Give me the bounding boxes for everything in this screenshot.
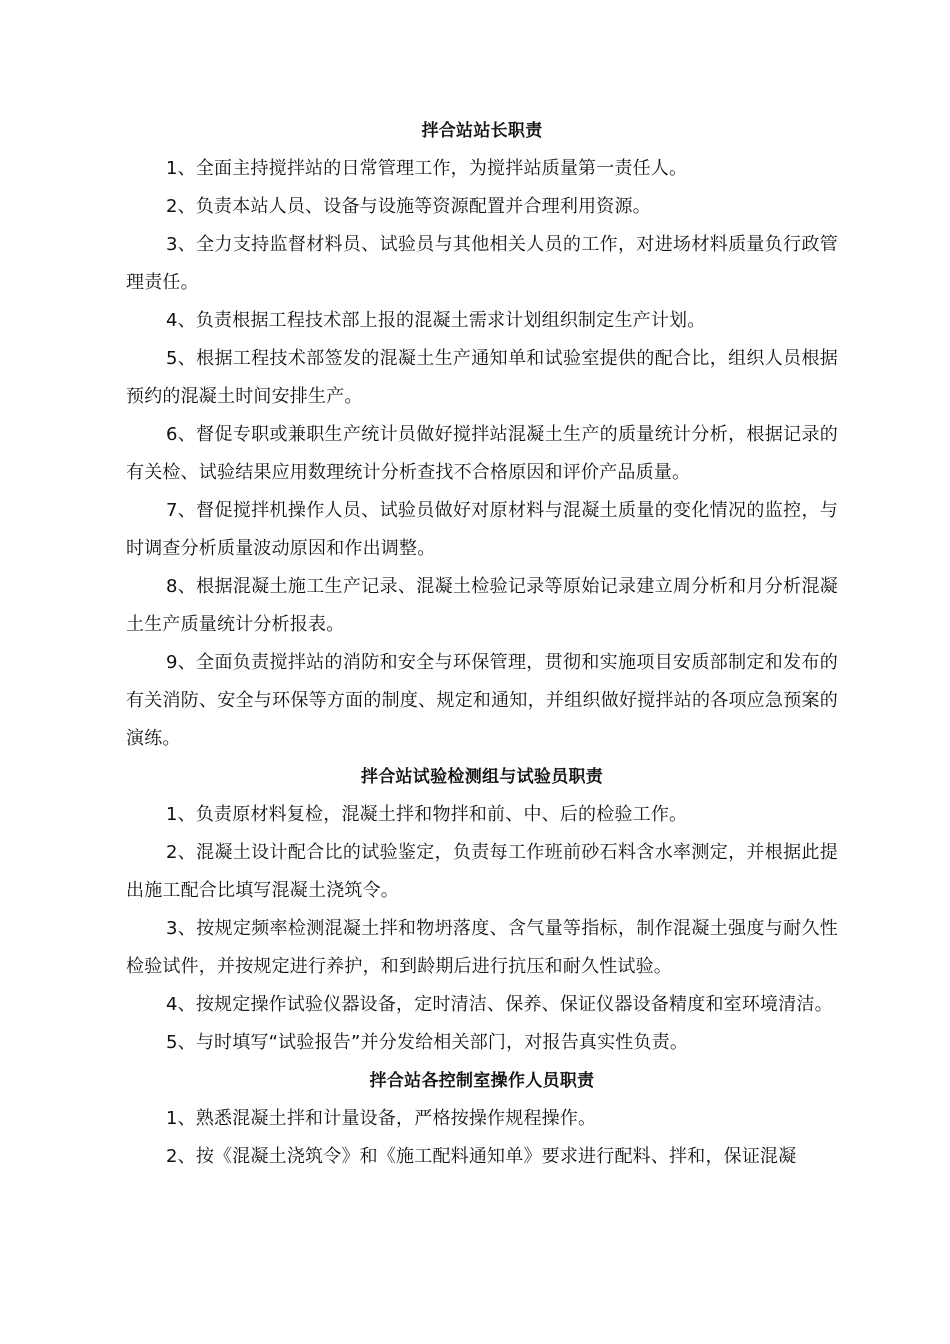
duty-item: 4、负责根据工程技术部上报的混凝土需求计划组织制定生产计划。 xyxy=(166,310,706,331)
duty-item: 2、混凝土设计配合比的试验鉴定，负责每工作班前砂石料含水率测定，并根据此提出施工配合比填写混凝土浇筑令。 xyxy=(126,842,838,901)
duty-item: 5、根据工程技术部签发的混凝土生产通知单和试验室提供的配合比，组织人员根据预约的混凝土时间安排生产。 xyxy=(126,348,838,407)
duty-item: 9、全面负责搅拌站的消防和安全与环保管理，贯彻和实施项目安质部制定和发布的有关消防、安全与环保等方面的制度、规定和通知，并组织做好搅拌站的各项应急预案的演练。 xyxy=(126,652,838,749)
duty-item: 4、按规定操作试验仪器设备，定时清洁、保养、保证仪器设备精度和室环境清洁。 xyxy=(166,994,833,1015)
duty-item: 1、负责原材料复检，混凝土拌和物拌和前、中、后的检验工作。 xyxy=(166,804,688,825)
duty-item: 2、按《混凝土浇筑令》和《施工配料通知单》要求进行配料、拌和，保证混凝 xyxy=(166,1146,797,1167)
duty-item: 3、按规定频率检测混凝土拌和物坍落度、含气量等指标，制作混凝土强度与耐久性检验试件，并按规定进行养护，和到龄期后进行抗压和耐久性试验。 xyxy=(126,918,838,977)
duty-item: 7、督促搅拌机操作人员、试验员做好对原材料与混凝土质量的变化情况的监控，与时调查分析质量波动原因和作出调整。 xyxy=(126,500,838,559)
section-heading-testing-group: 拌合站试验检测组与试验员职责 xyxy=(360,767,604,787)
section-heading-control-room-operators: 拌合站各控制室操作人员职责 xyxy=(369,1071,595,1091)
document-page xyxy=(126,112,838,1176)
duty-item: 5、与时填写“试验报告”并分发给相关部门，对报告真实性负责。 xyxy=(166,1032,689,1053)
section-heading-station-manager: 拌合站站长职责 xyxy=(421,121,543,141)
duty-item: 3、全力支持监督材料员、试验员与其他相关人员的工作，对进场材料质量负行政管理责任。 xyxy=(126,234,838,293)
duty-item: 2、负责本站人员、设备与设施等资源配置并合理利用资源。 xyxy=(166,196,651,217)
duty-item: 1、全面主持搅拌站的日常管理工作，为搅拌站质量第一责任人。 xyxy=(166,158,688,179)
duty-item: 8、根据混凝土施工生产记录、混凝土检验记录等原始记录建立周分析和月分析混凝土生产质量统计分析报表。 xyxy=(126,576,838,635)
duty-item: 1、熟悉混凝土拌和计量设备，严格按操作规程操作。 xyxy=(166,1108,597,1129)
duty-item: 6、督促专职或兼职生产统计员做好搅拌站混凝土生产的质量统计分析，根据记录的有关检、试验结果应用数理统计分析查找不合格原因和评价产品质量。 xyxy=(126,424,838,483)
